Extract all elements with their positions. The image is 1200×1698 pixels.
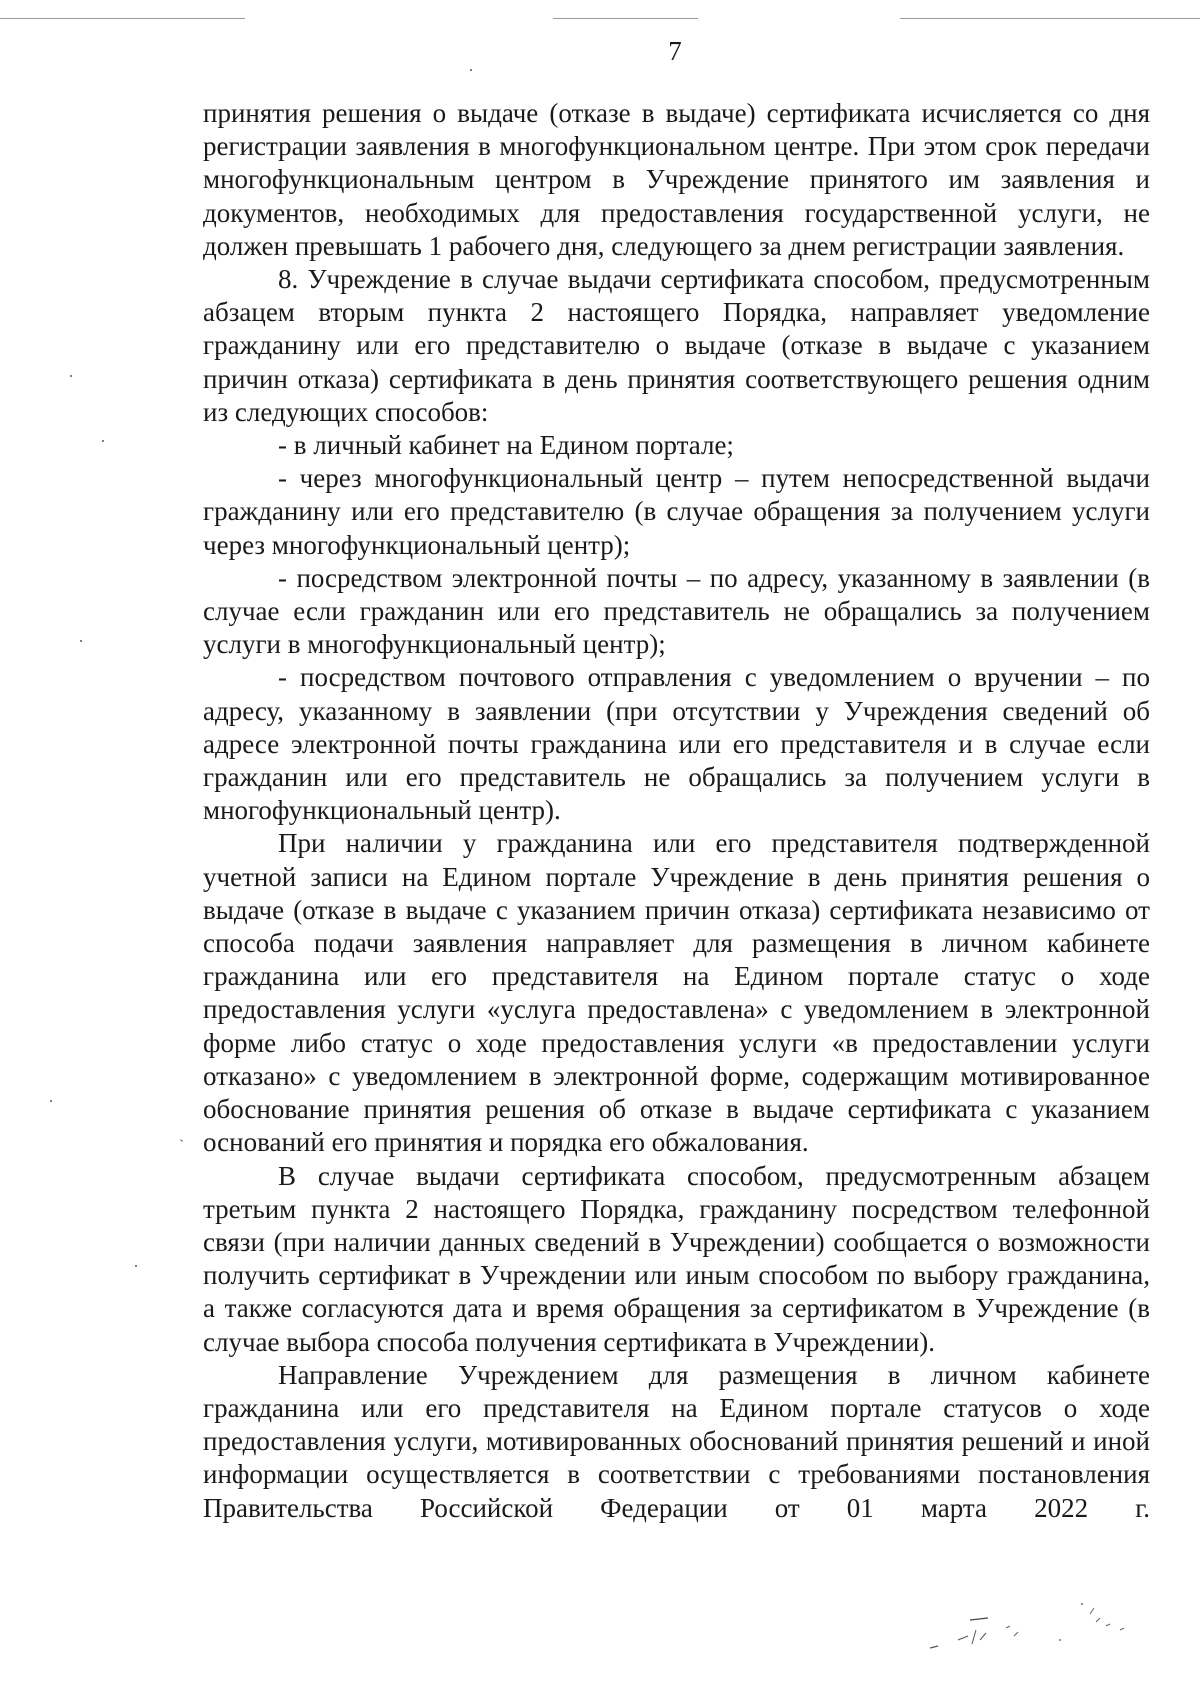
paragraph: 8. Учреждение в случае выдачи сертификата способом, предусмотренным абзацем вторым пункта 2 настоящего Порядка, направляет уведомление гражданину или его представителю о выдаче (отказе в выдаче с указанием причин отказа) сертификата в день принятия соответствующего решения одним из следующих способов: bbox=[203, 264, 1150, 427]
scan-speck bbox=[80, 640, 82, 642]
scan-speck bbox=[102, 440, 104, 442]
scan-speck bbox=[135, 1265, 137, 1267]
scan-speck bbox=[70, 375, 72, 377]
paragraph: В случае выдачи сертификата способом, предусмотренным абзацем третьим пункта 2 настоящего Порядка, гражданину посредством телефонной связи (при наличии данных сведений в Учреждении) сообщается о возможности получить сертификат в Учреждении или иным способом по выбору гражданина, а также согласуются дата и время обращения за сертификатом в Учреждение (в случае выбора способа получения сертификата в Учреждении). bbox=[203, 1160, 1150, 1357]
list-item: - посредством почтового отправления с уведомлением о вручении – по адресу, указанному в заявлении (при отсутствии у Учреждения сведений об адресе электронной почты гражданина или его представителя и в случае если гражданин или его представитель не обращались за получением услуги в многофункциональный центр). bbox=[203, 662, 1150, 826]
scan-speck bbox=[180, 1139, 183, 1141]
scan-speck bbox=[470, 69, 472, 71]
paragraph: принятия решения о выдаче (отказе в выдаче) сертификата исчисляется со дня регистрации заявления в многофункциональном центре. При этом срок передачи многофункциональным центром в Учреждение принятого им заявления и документов, необходимых для предоставления государственной услуги, не должен превышать 1 рабочего дня, следующего за днем регистрации заявления. bbox=[203, 98, 1150, 261]
document-body bbox=[203, 97, 1150, 1525]
page-number: 7 bbox=[668, 36, 682, 66]
paragraph: Направление Учреждением для размещения в личном кабинете гражданина или его представителя на Едином портале статусов о ходе предоставления услуги, мотивированных обоснований принятия решений и иной информации осуществляется в соответствии с требованиями постановления Правительства Российской Федерации от 01 марта 2022 г. bbox=[203, 1359, 1150, 1523]
paragraph: При наличии у гражданина или его представителя подтвержденной учетной записи на Едином портале Учреждение в день принятия решения о выдаче (отказе в выдаче с указанием причин отказа) сертификата независимо от способа подачи заявления направляет для размещения в личном кабинете гражданина или его представителя на Едином портале статус о ходе предоставления услуги «услуга предоставлена» с уведомлением в электронной форме либо статус о ходе предоставления услуги «в предоставлении услуги отказано» с уведомлением в электронной форме, содержащим мотивированное обоснование принятия решения об отказе в выдаче сертификата с указанием оснований его принятия и порядка его обжалования. bbox=[203, 828, 1150, 1158]
list-item: - посредством электронной почты – по адресу, указанному в заявлении (в случае если гражданин или его представитель не обращались за получением услуги в многофункциональный центр); bbox=[203, 562, 1150, 660]
list-item: - в личный кабинет на Едином портале; bbox=[278, 430, 734, 461]
scan-edge-lines bbox=[0, 18, 1200, 24]
scan-noise-marks bbox=[910, 1600, 1150, 1670]
list-item: - через многофункциональный центр – путем непосредственной выдачи гражданину или его представителю (в случае обращения за получением услуги через многофункциональный центр); bbox=[203, 463, 1150, 560]
scan-speck bbox=[50, 1100, 52, 1102]
